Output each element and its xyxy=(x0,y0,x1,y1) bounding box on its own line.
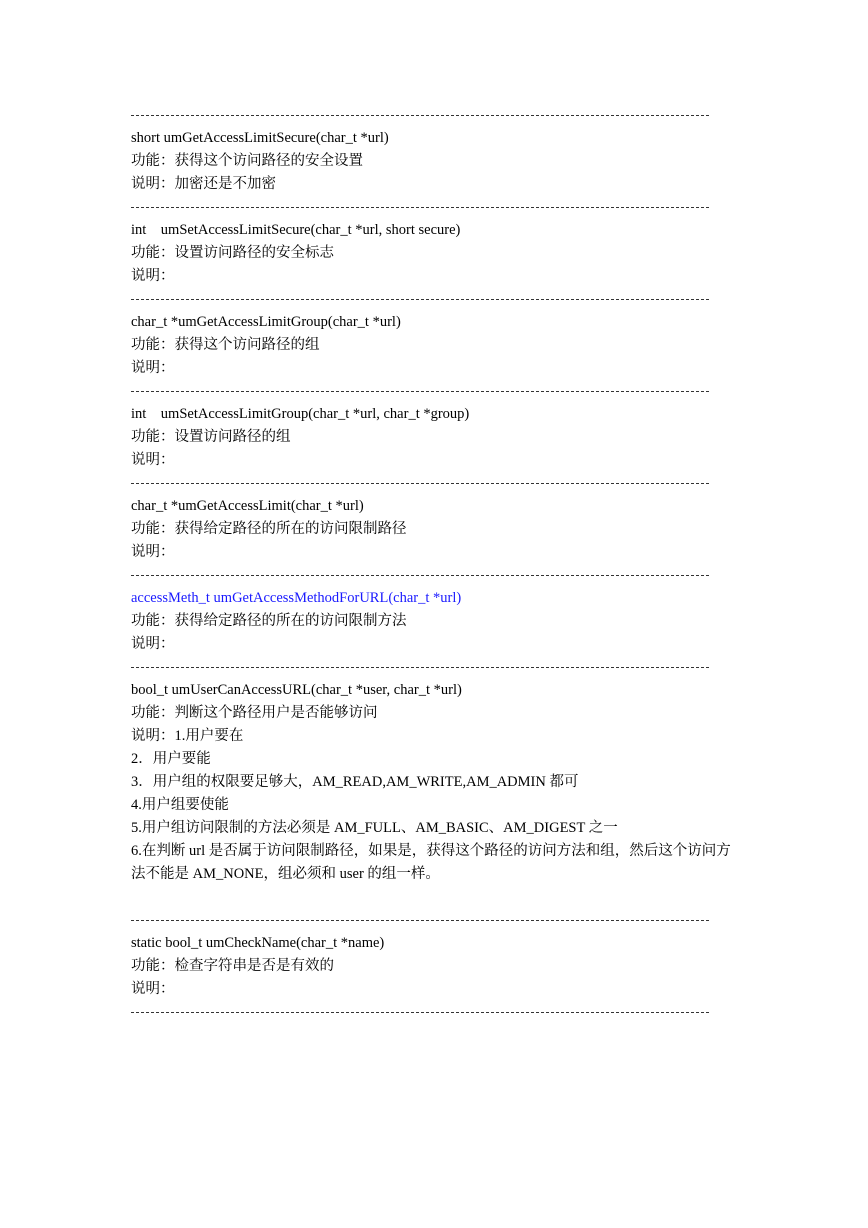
function-note: 说明： xyxy=(131,360,175,376)
divider xyxy=(131,104,741,127)
function-description: 功能：判断这个路径用户是否能够访问 xyxy=(131,705,378,721)
divider xyxy=(131,288,741,311)
divider xyxy=(131,656,741,679)
detail-line: 5.用户组访问限制的方法必须是 AM_FULL、AM_BASIC、AM_DIGEST 之一 xyxy=(131,820,618,836)
function-signature: char_t *umGetAccessLimit(char_t *url) xyxy=(131,498,364,514)
detail-line: 3．用户组的权限要足够大，AM_READ,AM_WRITE,AM_ADMIN 都可 xyxy=(131,774,579,790)
function-note: 说明： xyxy=(131,268,175,284)
detail-line: 6.在判断 url 是否属于访问限制路径，如果是，获得这个路径的访问方法和组，然后这个访问方法不能是 AM_NONE，组必须和 user 的组一样。 xyxy=(131,843,731,882)
function-description: 功能：获得这个访问路径的安全设置 xyxy=(131,153,363,169)
function-description: 功能：获得给定路径的所在的访问限制方法 xyxy=(131,613,407,629)
detail-line: 2．用户要能 xyxy=(131,751,211,767)
function-description: 功能：检查字符串是否是有效的 xyxy=(131,958,334,974)
function-signature: int umSetAccessLimitGroup(char_t *url, char_t *group) xyxy=(131,406,470,422)
function-description: 功能：设置访问路径的组 xyxy=(131,429,291,445)
function-signature: char_t *umGetAccessLimitGroup(char_t *url) xyxy=(131,314,401,330)
divider xyxy=(131,196,741,219)
function-note: 说明： xyxy=(131,452,175,468)
function-note: 说明：加密还是不加密 xyxy=(131,176,276,192)
function-note: 说明： xyxy=(131,981,175,997)
function-signature: int umSetAccessLimitSecure(char_t *url, short secure) xyxy=(131,222,461,238)
blank-line xyxy=(131,886,741,909)
function-description: 功能：获得给定路径的所在的访问限制路径 xyxy=(131,521,407,537)
divider xyxy=(131,380,741,403)
function-note: 说明： xyxy=(131,636,175,652)
function-signature-link[interactable]: accessMeth_t umGetAccessMethodForURL(char_t *url) xyxy=(131,590,462,606)
function-signature: bool_t umUserCanAccessURL(char_t *user, char_t *url) xyxy=(131,682,462,698)
function-note: 说明： xyxy=(131,544,175,560)
divider xyxy=(131,909,741,932)
divider xyxy=(131,472,741,495)
function-signature: short umGetAccessLimitSecure(char_t *url) xyxy=(131,130,389,146)
divider xyxy=(131,1001,741,1024)
function-description: 功能：获得这个访问路径的组 xyxy=(131,337,320,353)
divider xyxy=(131,564,741,587)
function-description: 功能：设置访问路径的安全标志 xyxy=(131,245,334,261)
detail-line: 4.用户组要使能 xyxy=(131,797,229,813)
function-note: 说明：1.用户要在 xyxy=(131,728,244,744)
function-signature: static bool_t umCheckName(char_t *name) xyxy=(131,935,385,951)
document-body xyxy=(131,104,741,1024)
